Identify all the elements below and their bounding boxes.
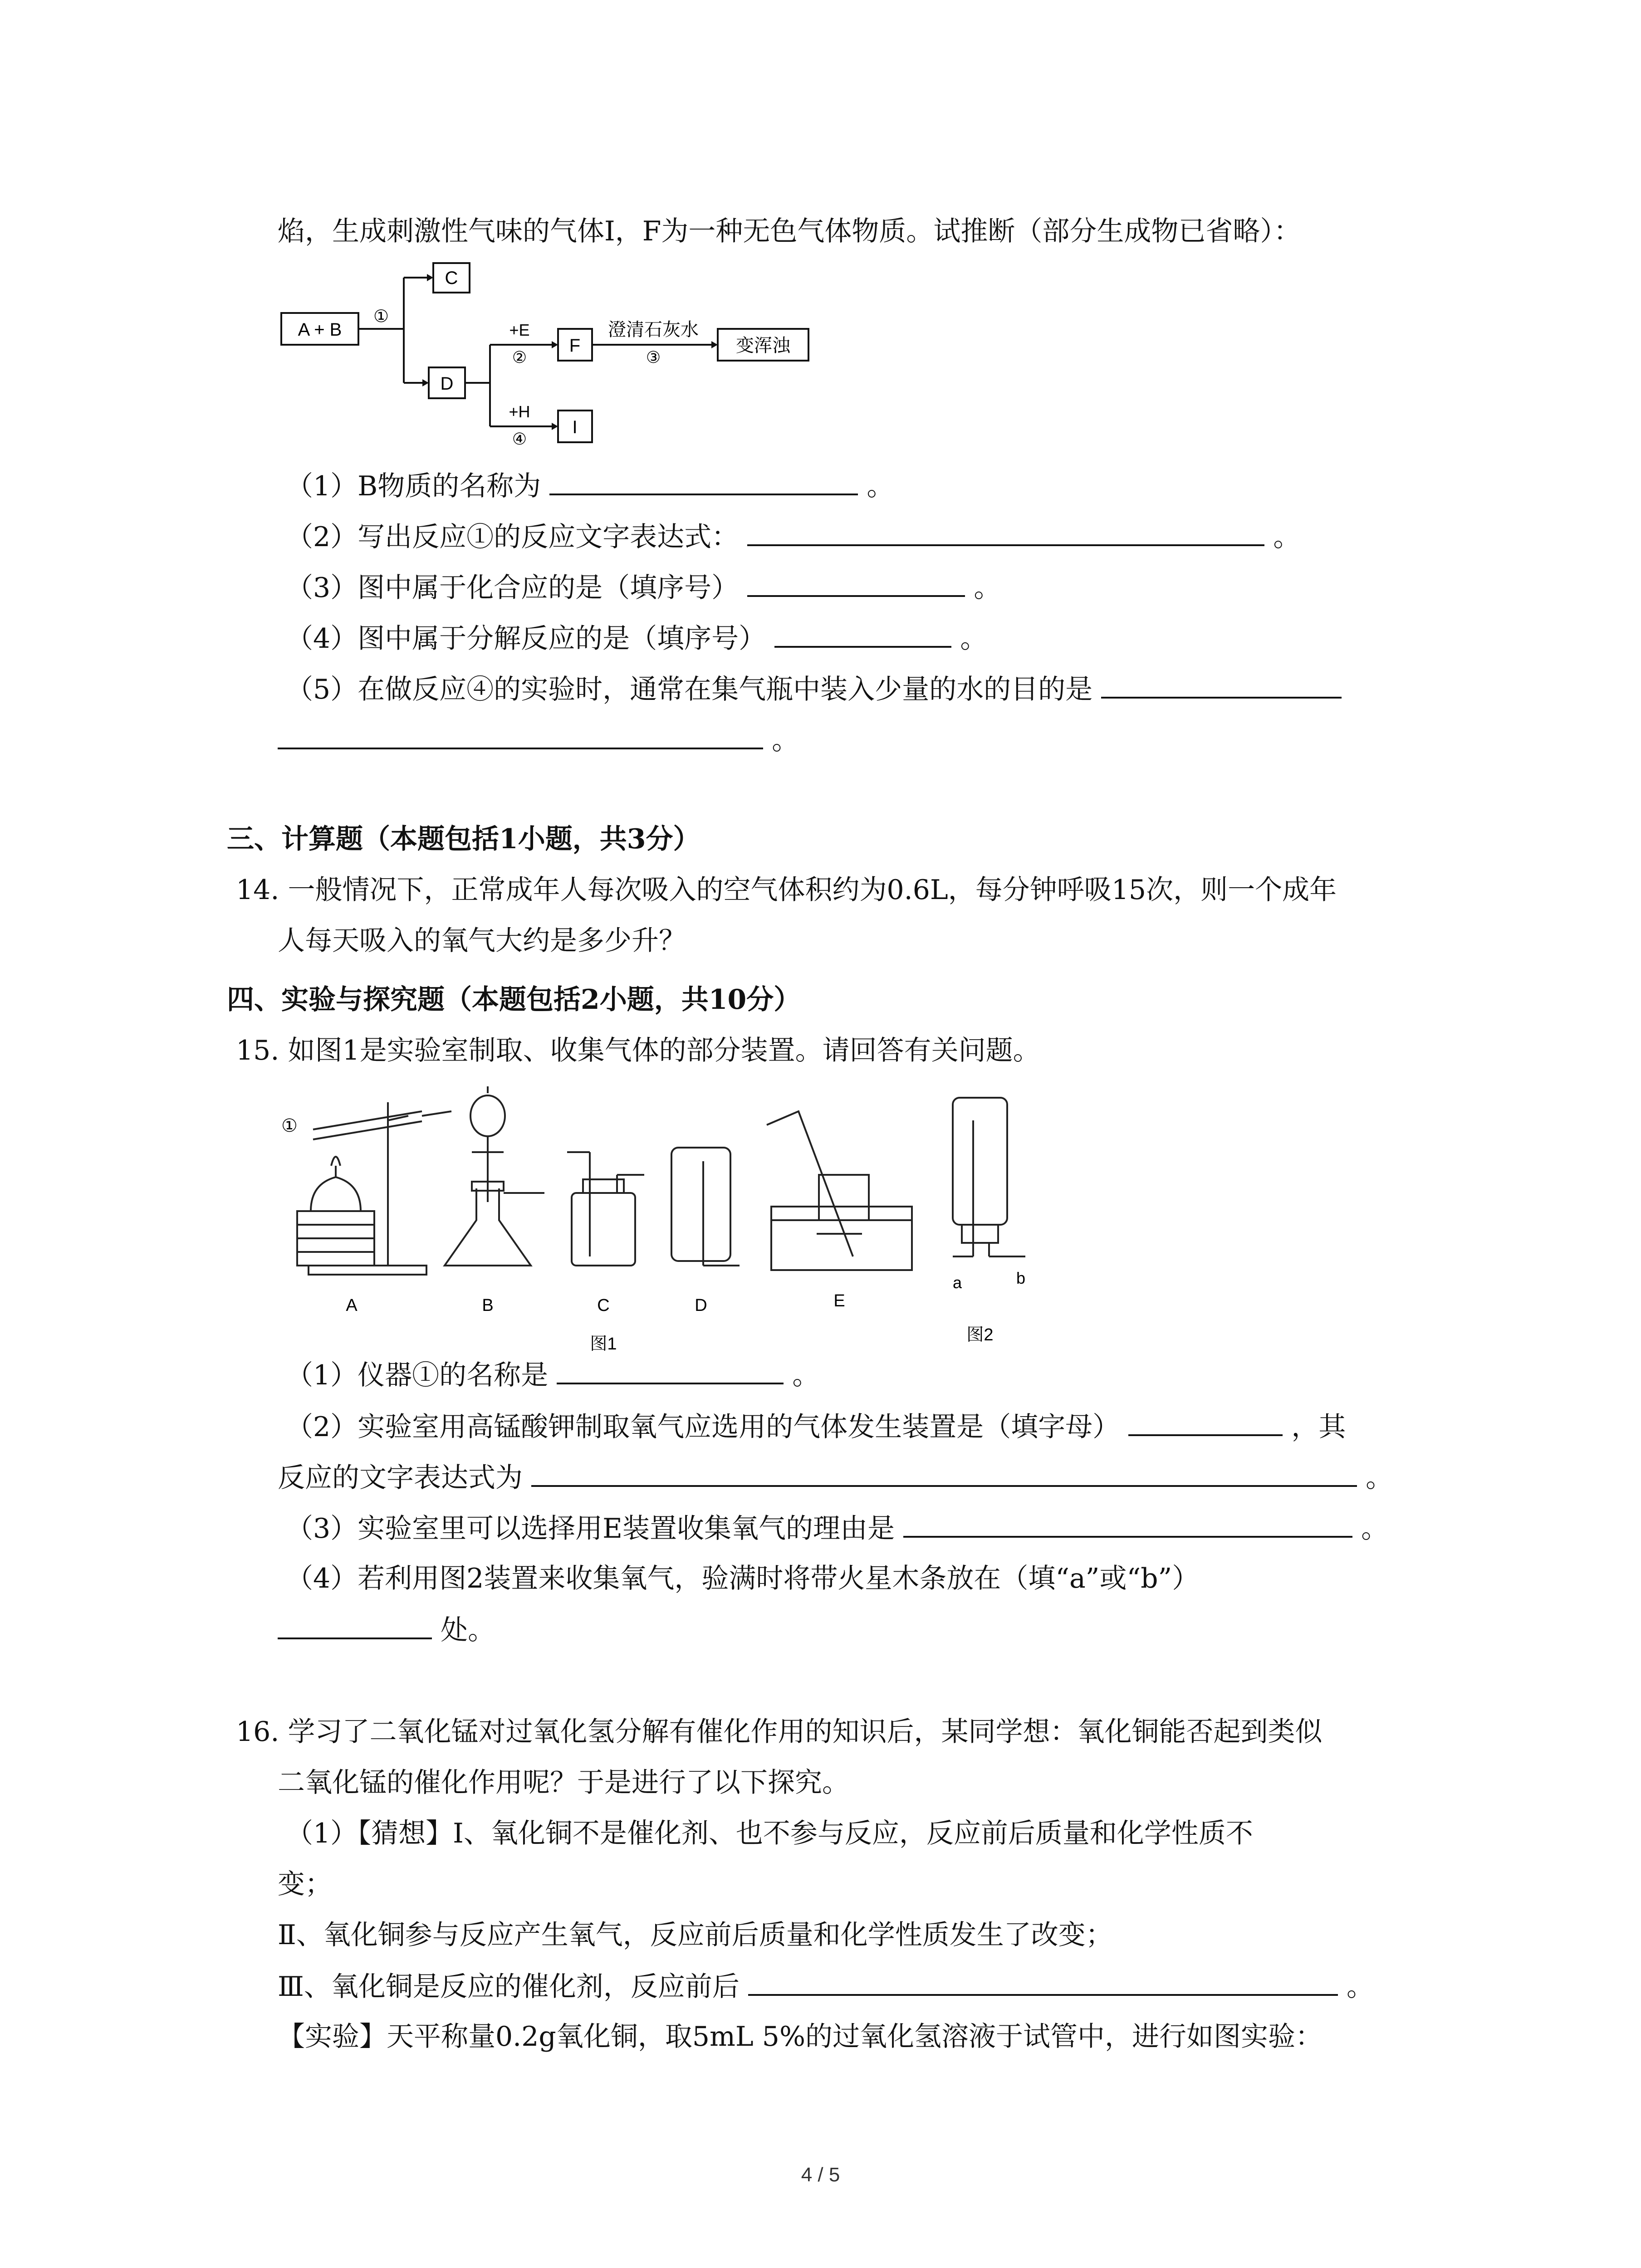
diagram-start: A + B	[298, 320, 342, 340]
fig2-caption: 图2	[966, 1325, 994, 1344]
q13-sub3	[286, 569, 1001, 606]
fig2-port-b: b	[1016, 1269, 1026, 1287]
q13-answer4-blank[interactable]	[774, 620, 951, 648]
q13-answer1-blank[interactable]	[549, 467, 858, 495]
diagram-arrow4: ④	[512, 430, 527, 448]
diagram-plus-h: +H	[509, 402, 530, 421]
diagram-i: I	[572, 417, 578, 437]
diagram-d: D	[440, 374, 454, 394]
q13-answer2-blank[interactable]	[747, 518, 1264, 546]
q15-sub1	[286, 1356, 819, 1393]
section-3-title: 三、计算题（本题包括1小题，共3分）	[227, 823, 700, 855]
diagram-limewater: 澄清石灰水	[608, 320, 699, 340]
q13-intro: 焰，生成刺激性气味的气体I，F为一种无色气体物质。试推断（部分生成物已省略）：	[278, 215, 1301, 247]
fig-label-b: B	[482, 1296, 494, 1315]
q13-sub2-text: （2）写出反应①的反应文字表达式：	[286, 521, 739, 553]
reaction-flow-diagram	[272, 254, 817, 458]
q13-sub4-period: 。	[960, 623, 988, 655]
q13-answer5-blank-b[interactable]	[278, 721, 763, 749]
q16-line6-period: 。	[1347, 1971, 1374, 2003]
q16-answer-blank[interactable]	[748, 1968, 1338, 1996]
q15-sub3	[286, 1510, 1388, 1547]
q15-sub4: （4）若利用图2装置来收集氧气，验满时将带火星木条放在（填“a”或“b”）	[286, 1563, 1200, 1594]
q16-line1: 16. 学习了二氧化锰对过氧化氢分解有催化作用的知识后，某同学想：氧化铜能否起到类似	[236, 1716, 1323, 1748]
q15-sub4-cont	[278, 1611, 495, 1648]
q13-sub5-cont	[278, 721, 799, 758]
q16-line6	[278, 1968, 1374, 2005]
q15-sub2-period: 。	[1366, 1462, 1393, 1494]
q13-sub1	[286, 467, 894, 504]
q13-sub4-text: （4）图中属于分解反应的是（填序号）	[286, 623, 766, 655]
q13-sub2	[286, 518, 1300, 555]
q15-sub3-text: （3）实验室里可以选择用E装置收集氧气的理由是	[286, 1513, 895, 1545]
q13-sub5-period: 。	[772, 724, 799, 756]
q15-intro: 15. 如图1是实验室制取、收集气体的部分装置。请回答有关问题。	[236, 1035, 1040, 1066]
q15-sub2-cont	[278, 1459, 1393, 1496]
q16-line7: 【实验】天平称量0.2g氧化铜，取5mL 5%的过氧化氢溶液于试管中，进行如图实验：	[278, 2021, 1323, 2053]
q16-line2: 二氧化锰的催化作用呢？于是进行了以下探究。	[278, 1767, 849, 1799]
q15-sub1-text: （1）仪器①的名称是	[286, 1359, 549, 1391]
q15-answer4-blank[interactable]	[278, 1611, 432, 1639]
q15-sub1-period: 。	[792, 1359, 820, 1391]
q15-answer2b-blank[interactable]	[531, 1459, 1357, 1487]
q13-sub5-text: （5）在做反应④的实验时，通常在集气瓶中装入少量的水的目的是	[286, 674, 1093, 705]
q14-line1: 14. 一般情况下，正常成年人每次吸入的空气体积约为0.6L，每分钟呼吸15次，则一个成年	[236, 874, 1337, 906]
q16-line6-text: Ⅲ、氧化铜是反应的催化剂，反应前后	[278, 1971, 740, 2003]
diagram-c: C	[445, 268, 458, 288]
q13-sub3-text: （3）图中属于化合应的是（填序号）	[286, 572, 739, 604]
q15-sub2-text: （2）实验室用高锰酸钾制取氧气应选用的气体发生装置是（填字母）	[286, 1411, 1120, 1443]
q15-answer3-blank[interactable]	[903, 1510, 1352, 1538]
q15-sub3-period: 。	[1361, 1513, 1389, 1545]
diagram-arrow3: ③	[646, 348, 661, 367]
q13-sub1-text: （1）B物质的名称为	[286, 470, 541, 502]
fig2-port-a: a	[952, 1273, 962, 1292]
q15-sub2	[286, 1408, 1346, 1445]
fig-label-e: E	[833, 1291, 845, 1310]
fig-label-d: D	[695, 1296, 707, 1315]
q15-sub4-tail: 处。	[441, 1614, 495, 1646]
q13-sub3-period: 。	[974, 572, 1001, 604]
fig-label-a: A	[346, 1296, 358, 1315]
apparatus-figure	[272, 1084, 1089, 1365]
q13-sub4	[286, 620, 987, 657]
q13-answer5-blank-a[interactable]	[1101, 670, 1342, 699]
q16-line3: （1）【猜想】Ⅰ、氧化铜不是催化剂、也不参与反应，反应前后质量和化学性质不	[286, 1818, 1253, 1849]
section-4-title: 四、实验与探究题（本题包括2小题，共10分）	[227, 984, 801, 1016]
q15-sub2-cont-text: 反应的文字表达式为	[278, 1462, 523, 1494]
fig-label-c: C	[597, 1296, 610, 1315]
q13-sub5	[286, 670, 1342, 708]
diagram-turbid: 变浑浊	[736, 336, 790, 356]
diagram-f: F	[569, 336, 581, 356]
q13-answer3-blank[interactable]	[747, 569, 965, 597]
diagram-arrow1: ①	[373, 307, 389, 326]
q15-answer1-blank[interactable]	[557, 1356, 784, 1384]
page-number: 4 / 5	[801, 2164, 840, 2186]
q13-sub2-period: 。	[1273, 521, 1301, 553]
diagram-arrow2: ②	[512, 348, 527, 367]
q16-line4: 变；	[278, 1868, 332, 1900]
q16-line5: Ⅱ、氧化铜参与反应产生氧气，反应前后质量和化学性质发生了改变；	[278, 1919, 1113, 1951]
q15-answer2-blank[interactable]	[1128, 1408, 1283, 1436]
q15-sub2-tail: ，其	[1291, 1411, 1346, 1443]
fig-marker-1: ①	[281, 1116, 298, 1136]
q13-sub1-period: 。	[867, 470, 894, 502]
diagram-plus-e: +E	[509, 321, 530, 339]
q14-line2: 人每天吸入的氧气大约是多少升？	[278, 925, 686, 957]
fig1-caption: 图1	[590, 1334, 617, 1354]
